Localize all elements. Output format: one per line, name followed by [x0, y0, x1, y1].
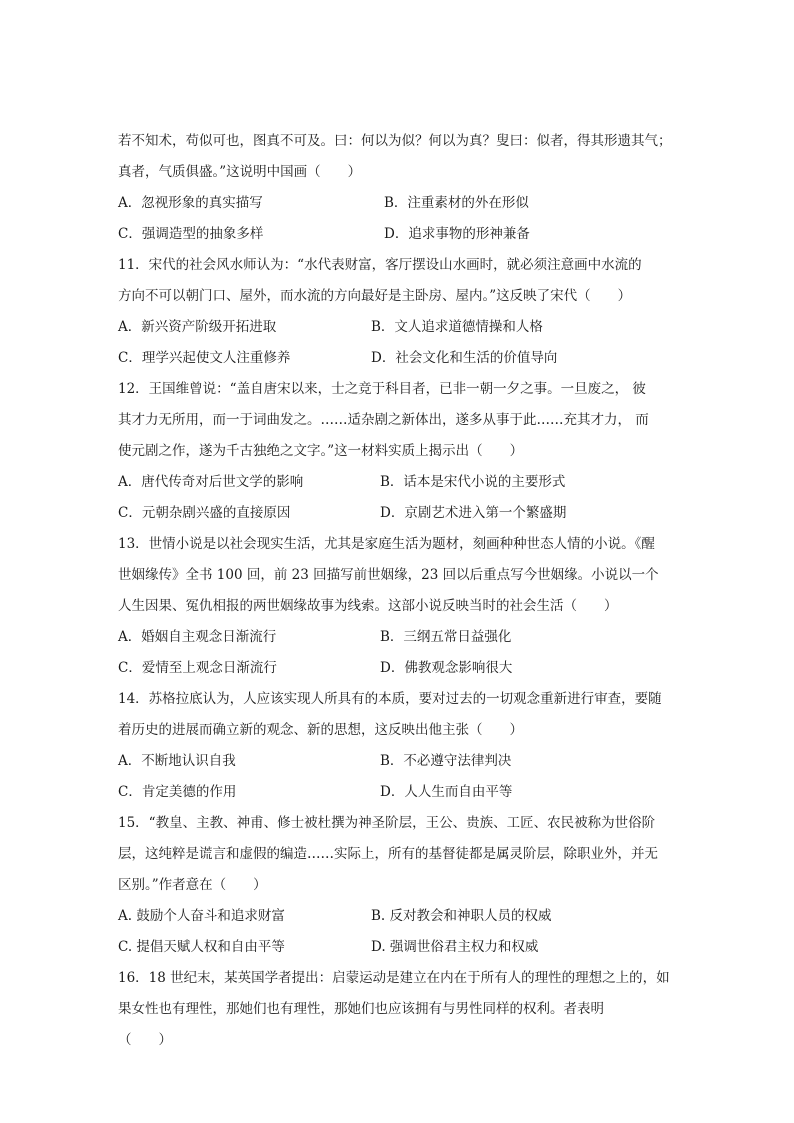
option-d[interactable]: D．人人生而自由平等: [380, 784, 513, 800]
option-b[interactable]: B．话本是宋代小说的主要形式: [380, 474, 566, 490]
option-d[interactable]: D．社会文化和生活的价值导向: [371, 350, 558, 366]
option-row: [118, 312, 678, 343]
option-c[interactable]: C. 提倡天赋人权和自由平等: [118, 939, 285, 955]
option-b[interactable]: B．不必遵守法律判决: [380, 753, 512, 769]
option-b[interactable]: B．注重素材的外在形似: [384, 195, 529, 211]
question-text-line: 使元剧之作，遂为千古独绝之文字。”这一材料实质上揭示出（ ）: [118, 443, 524, 459]
option-b[interactable]: B. 反对教会和神职人员的权威: [371, 908, 552, 924]
option-b[interactable]: B．文人追求道德情操和人格: [371, 319, 543, 335]
option-row: [118, 219, 678, 250]
option-row: [118, 467, 678, 498]
option-row: [118, 343, 678, 374]
option-row: [118, 622, 678, 653]
question-text-line: 16．18 世纪末，某英国学者提出：启蒙运动是建立在内在于所有人的理性的理想之上的，如: [118, 970, 670, 986]
option-a[interactable]: A. 鼓励个人奋斗和追求财富: [118, 908, 285, 924]
question-text-line: 区别。”作者意在（ ）: [118, 877, 267, 893]
question-text-line: 11．宋代的社会风水师认为：“水代表财富，客厅摆设山水画时，就必须注意画中水流的: [118, 257, 642, 273]
question-text-line: 着历史的进展而确立新的观念、新的思想，这反映出他主张（ ）: [118, 722, 523, 738]
option-row: [118, 901, 678, 932]
question-10: [118, 126, 678, 250]
option-a[interactable]: A．忽视形象的真实描写: [118, 195, 263, 211]
option-b[interactable]: B．三纲五常日益强化: [380, 629, 512, 645]
option-d[interactable]: D．京剧艺术进入第一个繁盛期: [380, 505, 567, 521]
question-16: [118, 963, 678, 1056]
option-a[interactable]: A．婚姻自主观念日渐流行: [118, 629, 277, 645]
option-a[interactable]: A．新兴资产阶级开拓进取: [118, 319, 277, 335]
option-row: [118, 498, 678, 529]
question-text-line: 若不知术，苟似可也，图真不可及。曰：何以为似？何以为真？叟曰：似者，得其形遗其气；: [118, 133, 672, 149]
option-d[interactable]: D．追求事物的形神兼备: [384, 226, 530, 242]
question-15: [118, 808, 678, 963]
question-14: [118, 684, 678, 808]
question-text-line: 人生因果、冤仇相报的两世姻缘故事为线索。这部小说反映当时的社会生活（ ）: [118, 598, 618, 614]
option-c[interactable]: C．爱情至上观念日渐流行: [118, 660, 277, 676]
option-row: [118, 653, 678, 684]
question-text-line: 12．王国维曾说：“盖自唐宋以来，士之竞于科目者，已非一朝一夕之事。一旦废之， 彼: [118, 381, 646, 397]
question-text-line: 15．“教皇、主教、神甫、修士被杜撰为神圣阶层，王公、贵族、工匠、农民被称为世俗阶: [118, 815, 656, 831]
option-row: [118, 932, 678, 963]
option-d[interactable]: D. 强调世俗君主权力和权威: [371, 939, 539, 955]
option-row: [118, 746, 678, 777]
question-text-line: 其才力无所用，而一于词曲发之。……适杂剧之新体出，遂多从事于此……充其才力， 而: [118, 412, 649, 428]
question-13: [118, 529, 678, 684]
option-a[interactable]: A．不断地认识自我: [118, 753, 236, 769]
option-row: [118, 188, 678, 219]
question-text-line: 果女性也有理性，那她们也有理性，那她们也应该拥有与男性同样的权利。者表明: [118, 1001, 604, 1017]
question-answer-blank: （ ）: [118, 1032, 172, 1048]
option-c[interactable]: C．肯定美德的作用: [118, 784, 237, 800]
question-text-line: 层，这纯粹是谎言和虚假的编造……实际上，所有的基督徒都是属灵阶层，除职业外，并无: [118, 846, 658, 862]
question-text-line: 真者，气质俱盛。”这说明中国画（ ）: [118, 164, 362, 180]
question-12: [118, 374, 678, 529]
option-c[interactable]: C．强调造型的抽象多样: [118, 226, 264, 242]
option-row: [118, 777, 678, 808]
question-11: [118, 250, 678, 374]
option-a[interactable]: A．唐代传奇对后世文学的影响: [118, 474, 304, 490]
question-list: [118, 126, 678, 1056]
option-d[interactable]: D．佛教观念影响很大: [380, 660, 513, 676]
option-c[interactable]: C．元朝杂剧兴盛的直接原因: [118, 505, 291, 521]
question-text-line: 14．苏格拉底认为，人应该实现人所具有的本质，要对过去的一切观念重新进行审查，要随: [118, 691, 662, 707]
option-c[interactable]: C．理学兴起使文人注重修养: [118, 350, 291, 366]
question-text-line: 13．世情小说是以社会现实生活，尤其是家庭生活为题材，刻画种种世态人情的小说。《醒: [118, 536, 655, 552]
question-text-line: 方向不可以朝门口、屋外，而水流的方向最好是主卧房、屋内。”这反映了宋代（ ）: [118, 288, 632, 304]
question-text-line: 世姻缘传》全书 100 回，前 23 回描写前世姻缘，23 回以后重点写今世姻缘。小说以一个: [118, 567, 659, 583]
